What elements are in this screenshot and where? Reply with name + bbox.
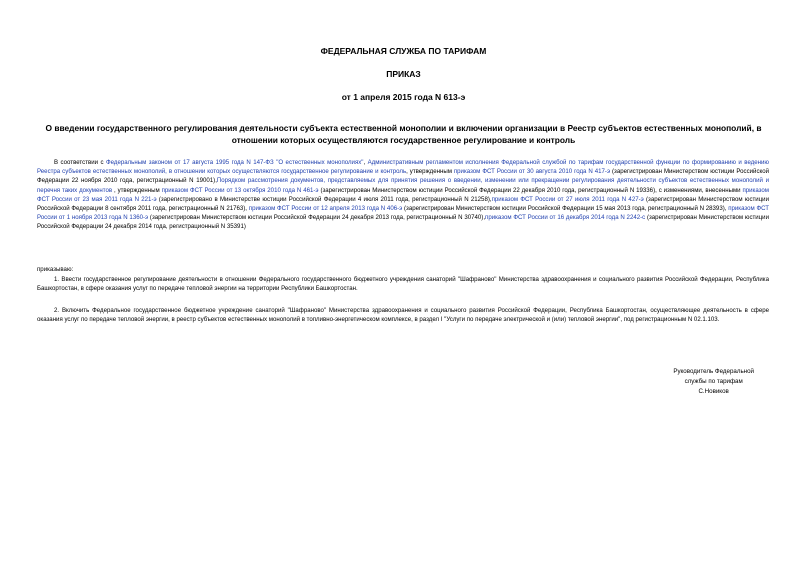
order-461-link[interactable]: приказом ФСТ России от 13 октября 2010 года N 461-э [161, 186, 319, 194]
order-item-2: 2. Включить Федеральное государственное бюджетное учреждение санаторий "Шафраново" Министерства здравоохранения и социального развития Российской Федерации, Республика Башкортостан, осуществляющее деятельность в сфере оказания услуг по передаче тепловой энергии, в реестр субъектов естественных монополий в топливно-энергетическом комплексе, в раздел I "Услуги по передаче электрической и (или) тепловой энергии", под регистрационным N 02.1.103. [37, 307, 769, 324]
admin-regulation-link[interactable]: Административным регламентом исполнения Федеральной службой по тарифам государственной функции по формированию и ведению Реестра субъектов естественных монополий, в отношении которых осуществляются государственное регулирование и контроль [37, 159, 770, 176]
document-date-number: от 1 апреля 2015 года N 613-э [341, 92, 466, 102]
order-1360-link[interactable]: приказом ФСТ России от 1 ноября 2013 года N 1360-э [37, 205, 770, 222]
order-427-link[interactable]: приказом ФСТ России от 27 июля 2011 года N 427-э [491, 195, 644, 203]
procedure-link[interactable]: Порядком рассмотрения документов, представляемых для принятия решения о введении, изменении или прекращении регулирования деятельности субъектов естественных монополий и перечня таких документов [37, 177, 769, 194]
document-type: ПРИКАЗ [386, 69, 421, 79]
order-417-link[interactable]: приказом ФСТ России от 30 августа 2010 года N 417-э [453, 168, 611, 176]
order-406-link[interactable]: приказом ФСТ России от 12 апреля 2013 года N 406-э [248, 205, 403, 213]
signature-name: С.Новиков [698, 388, 729, 395]
signature-service: службы по тарифам [684, 378, 743, 385]
law-147-fz-link[interactable]: Федеральным законом от 17 августа 1995 года N 147-ФЗ "О естественных монополиях" [106, 159, 364, 166]
order-word: приказываю: [37, 266, 74, 273]
order-221-link[interactable]: приказом ФСТ России от 23 мая 2011 года N 221-э [37, 186, 769, 203]
document-title: О введении государственного регулирования деятельности субъекта естественной монополии и включении организации в Реестр субъектов естественных монополий, в отношении которых осуществляются государственное регулирование и контроль [45, 123, 762, 145]
order-item-1: 1. Ввести государственное регулирование деятельности в отношении Федерального государственного бюджетного учреждения санаторий "Шафраново" Министерства здравоохранения и социального развития Российской Федерации, Республика Башкортостан, в сфере оказания услуг по передаче тепловой энергии на территории Республики Башкортостан. [37, 276, 769, 293]
signature-block [673, 367, 754, 397]
signature-position: Руководитель Федеральной [673, 368, 754, 375]
order-2242-link[interactable]: приказом ФСТ России от 16 декабря 2014 года N 2242-с [485, 214, 646, 222]
agency-name: ФЕДЕРАЛЬНАЯ СЛУЖБА ПО ТАРИФАМ [320, 46, 487, 56]
preamble-paragraph: В соответствии с Федеральным законом от 17 августа 1995 года N 147-ФЗ "О естественных монополиях", Административным регламентом исполнения Федеральной службой по тарифам государственной функции по формированию и ведению Реестра субъектов естественных монополий, в отношении которых осуществляются государственное регулирование и контроль, утвержденным приказом ФСТ России от 30 августа 2010 года N 417-э (зарегистрирован Министерством юстиции Российской Федерации 22 ноября 2010 года, регистрационный N 19001),Порядком рассмотрения документов, представляемых для принятия решения о введении, изменении или прекращении регулирования деятельности субъектов естественных монополий и перечня таких документов , утвержденным приказом ФСТ России от 13 октября 2010 года N 461-э (зарегистрирован Министерством юстиции Российской Федерации 22 декабря 2010 года, регистрационный N 19336), с изменениями, внесенными приказом ФСТ России от 23 мая 2011 года N 221-э (зарегистрировано в Министерстве юстиции Российской Федерации 4 июля 2011 года, регистрационный N 21258),приказом ФСТ России от 27 июля 2011 года N 427-э (зарегистрирован Министерством юстиции Российской Федерации 8 сентября 2011 года, регистрационный N 21763), приказом ФСТ России от 12 апреля 2013 года N 406-э (зарегистрирован Министерством юстиции Российской Федерации 15 мая 2013 года, регистрационный N 28393), приказом ФСТ России от 1 ноября 2013 года N 1360-э (зарегистрирован Министерством юстиции Российской Федерации 24 декабря 2013 года, регистрационный N 30740),приказом ФСТ России от 16 декабря 2014 года N 2242-с (зарегистрирован Министерством юстиции Российской Федерации 24 декабря 2014 года, регистрационный N 35391) [37, 159, 770, 231]
